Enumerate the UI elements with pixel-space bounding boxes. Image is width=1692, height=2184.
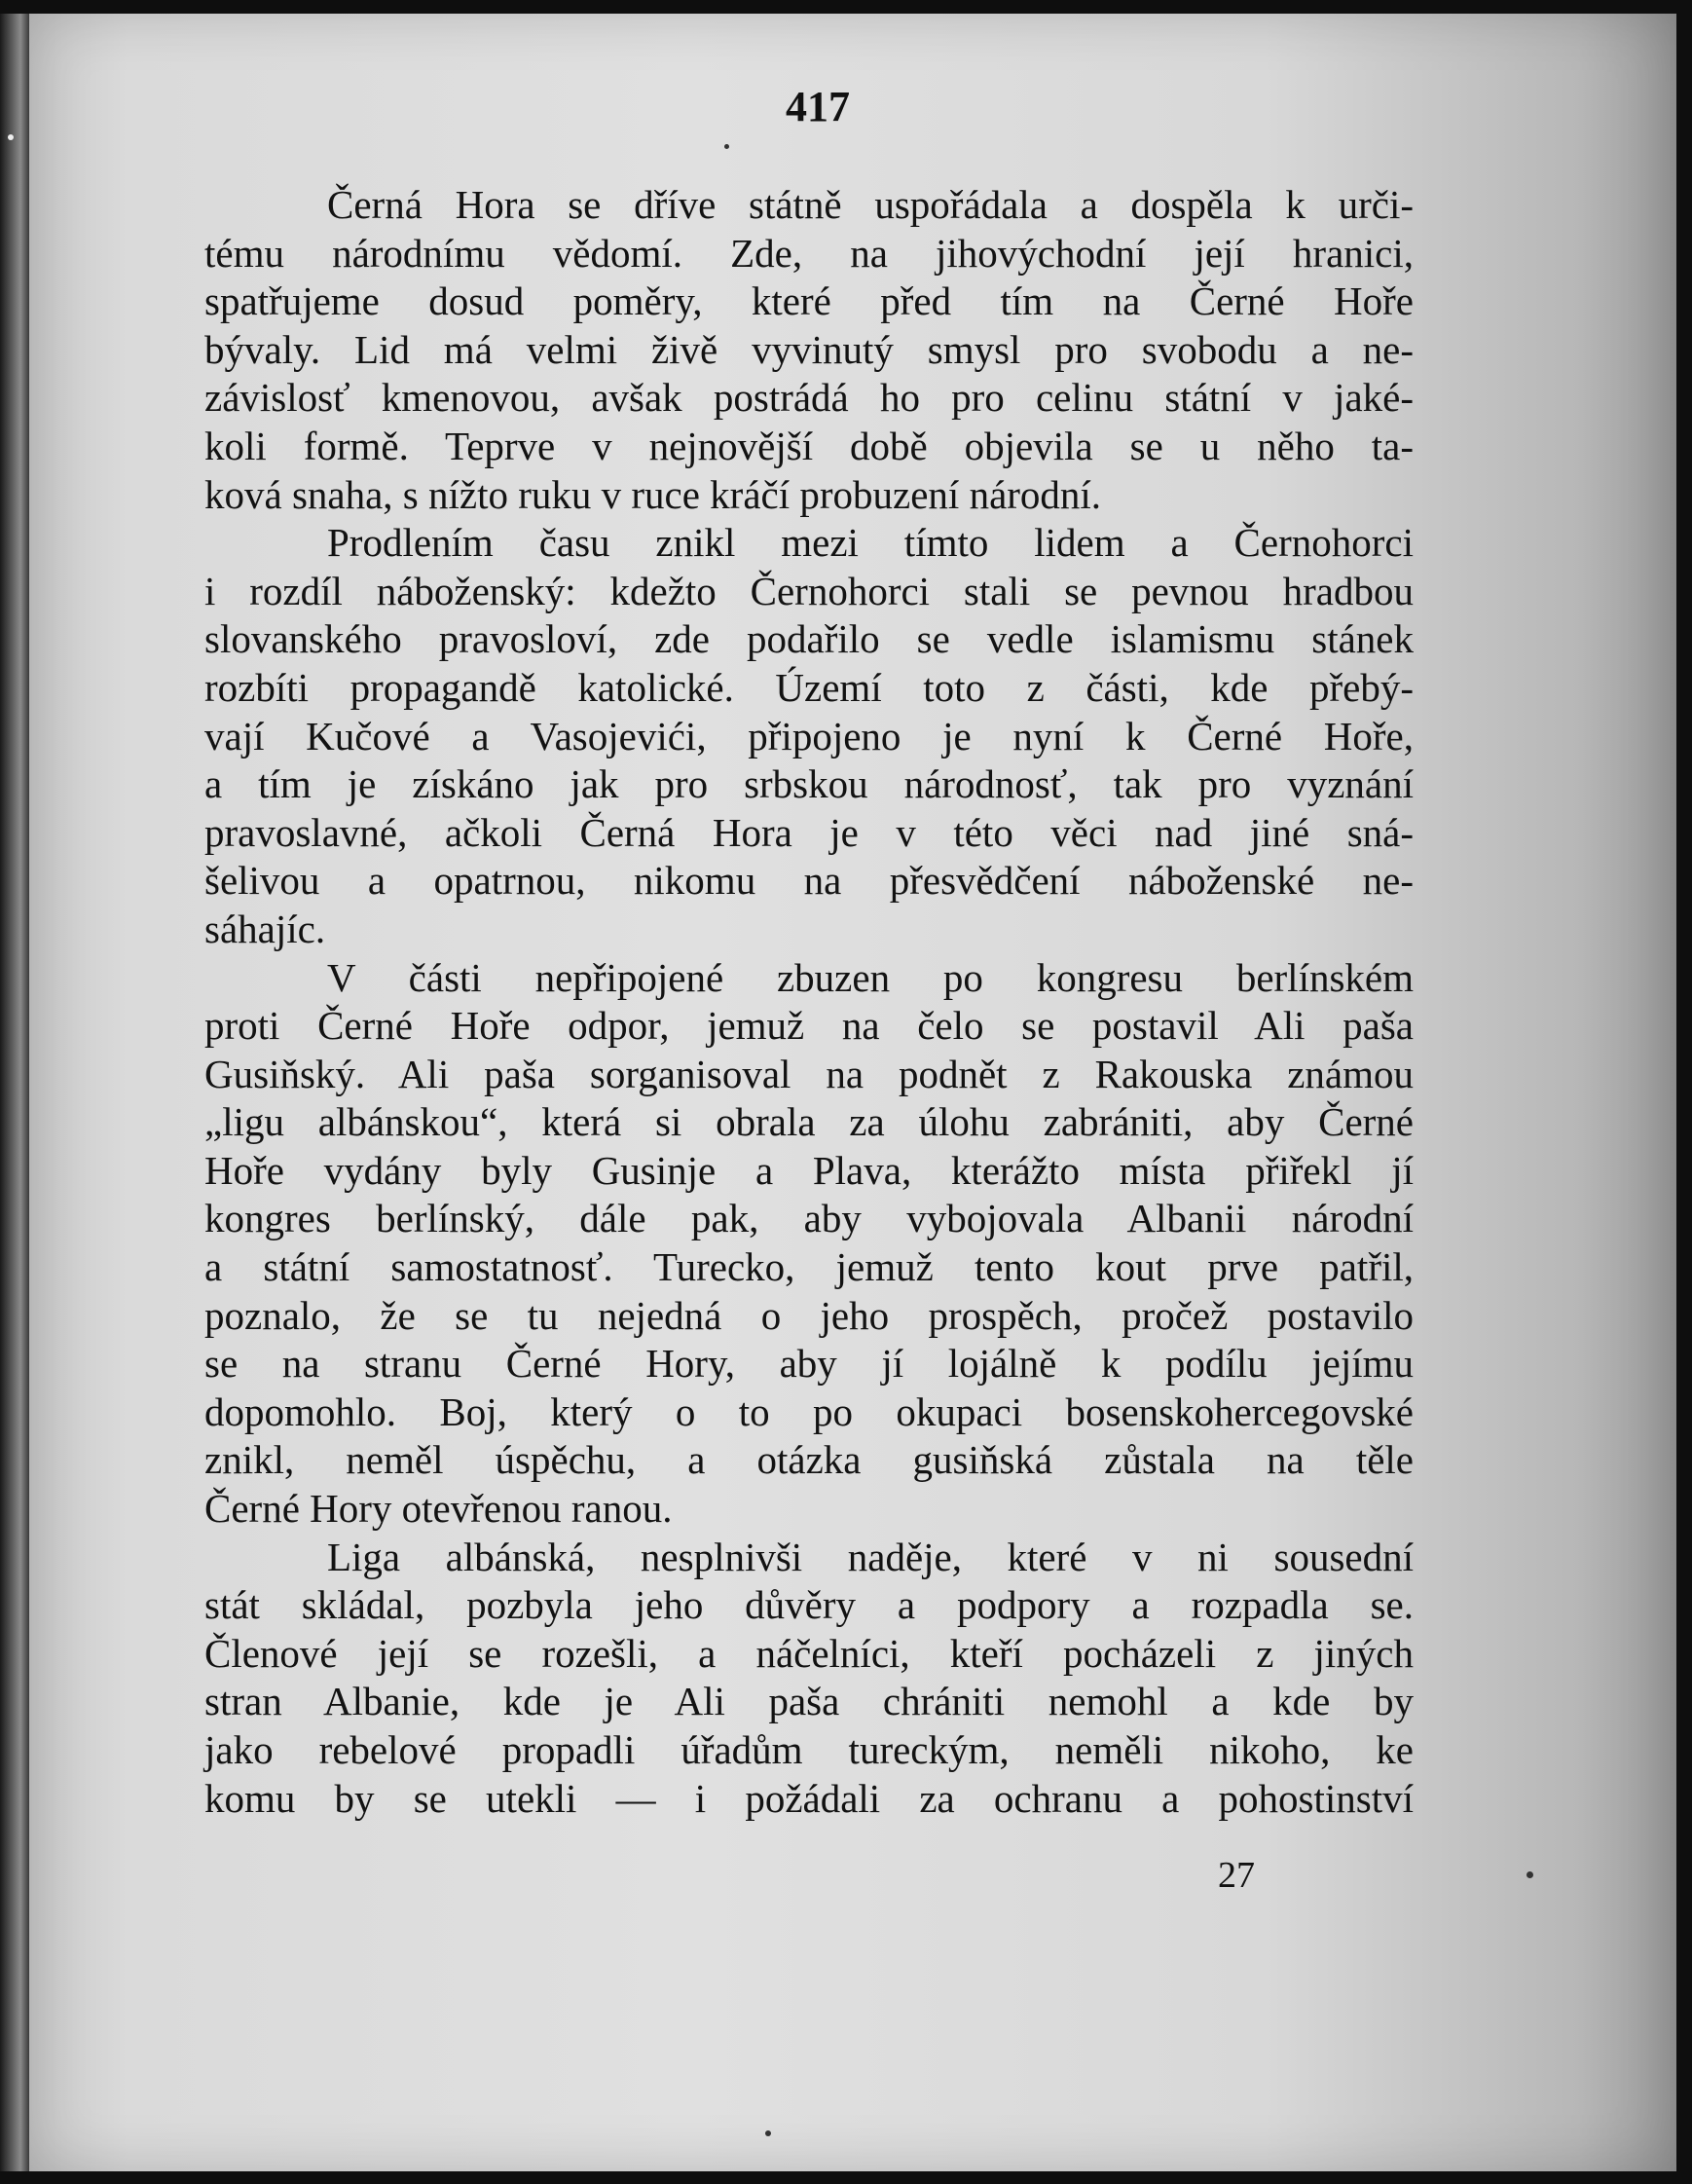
text-line: Gusiňský. Ali paša sorganisoval na podnět z Rakouska známou	[204, 1051, 1414, 1096]
text-line: a tím je získáno jak pro srbskou národnosť, tak pro vyznání	[204, 761, 1414, 807]
text-line: ková snaha, s nížto ruku v ruce kráčí probuzení národní.	[204, 471, 1102, 517]
signature-mark: 27	[1218, 1855, 1255, 1896]
text-line: a státní samostatnosť. Turecko, jemuž tento kout prve patřil,	[204, 1244, 1414, 1290]
text-line: tému národnímu vědomí. Zde, na jihovýchodní její hranici,	[204, 230, 1414, 276]
text-line: Černé Hory otevřenou ranou.	[204, 1486, 673, 1532]
text-line: kongres berlínský, dále pak, aby vybojovala Albanii národní	[204, 1196, 1414, 1241]
page-number: 417	[786, 83, 850, 130]
text-line: poznalo, že se tu nejedná o jeho prospěch, pročež postavilo	[204, 1292, 1414, 1338]
text-line: Členové její se rozešli, a náčelníci, kteří pocházeli z jiných	[204, 1630, 1414, 1676]
text-line: proti Černé Hoře odpor, jemuž na čelo se postavil Ali paša	[204, 1003, 1414, 1049]
book-spine-edge	[0, 14, 29, 2171]
text-line: vají Kučové a Vasojevići, připojeno je nyní k Černé Hoře,	[204, 713, 1414, 759]
paper-speck	[724, 144, 729, 149]
text-line: koli formě. Teprve v nejnovější době objevila se u něho ta-	[204, 423, 1414, 468]
body-text	[204, 181, 1414, 1823]
paper-speck	[1526, 1871, 1533, 1878]
text-line: stran Albanie, kde je Ali paša chrániti nemohl a kde by	[204, 1679, 1414, 1724]
text-line: i rozdíl náboženský: kdežto Černohorci stali se pevnou hradbou	[204, 568, 1414, 613]
text-line: Hoře vydány byly Gusinje a Plava, kterážto místa přiřekl jí	[204, 1147, 1414, 1193]
text-line: jako rebelové propadli úřadům tureckým, neměli nikoho, ke	[204, 1727, 1414, 1772]
text-line: Prodlením času znikl mezi tímto lidem a Černohorci	[327, 520, 1414, 566]
text-line: Liga albánská, nesplnivši naděje, které v ni sousední	[327, 1534, 1414, 1579]
text-line: bývaly. Lid má velmi živě vyvinutý smysl pro svobodu a ne-	[204, 326, 1414, 372]
text-line: pravoslavné, ačkoli Černá Hora je v této věci nad jiné sná-	[204, 809, 1414, 855]
text-line: slovanského pravosloví, zde podařilo se vedle islamismu stánek	[204, 616, 1414, 662]
paper-speck	[8, 134, 14, 140]
text-line: se na stranu Černé Hory, aby jí lojálně k podílu jejímu	[204, 1341, 1414, 1387]
text-line: spatřujeme dosud poměry, které před tím na Černé Hoře	[204, 278, 1414, 324]
text-line: Černá Hora se dříve státně uspořádala a dospěla k urči-	[327, 182, 1414, 227]
text-line: závislosť kmenovou, avšak postrádá ho pro celinu státní v jaké-	[204, 375, 1414, 421]
text-line: sáhajíc.	[204, 906, 326, 951]
text-line: znikl, neměl úspěchu, a otázka gusiňská zůstala na těle	[204, 1437, 1414, 1483]
paper-speck	[765, 2130, 771, 2136]
text-line: rozbíti propagandě katolické. Území toto z části, kde přebý-	[204, 664, 1414, 710]
text-line: V části nepřipojené zbuzen po kongresu berlínském	[327, 954, 1414, 1000]
text-line: dopomohlo. Boj, který o to po okupaci bosenskohercegovské	[204, 1388, 1414, 1434]
text-line: stát skládal, pozbyla jeho důvěry a podpory a rozpadla se.	[204, 1582, 1414, 1628]
text-line: šelivou a opatrnou, nikomu na přesvědčení náboženské ne-	[204, 858, 1414, 904]
text-line: „ligu albánskou“, která si obrala za úlohu zabrániti, aby Černé	[204, 1099, 1414, 1145]
text-line: komu by se utekli — i požádali za ochranu a pohostinství	[204, 1775, 1414, 1821]
